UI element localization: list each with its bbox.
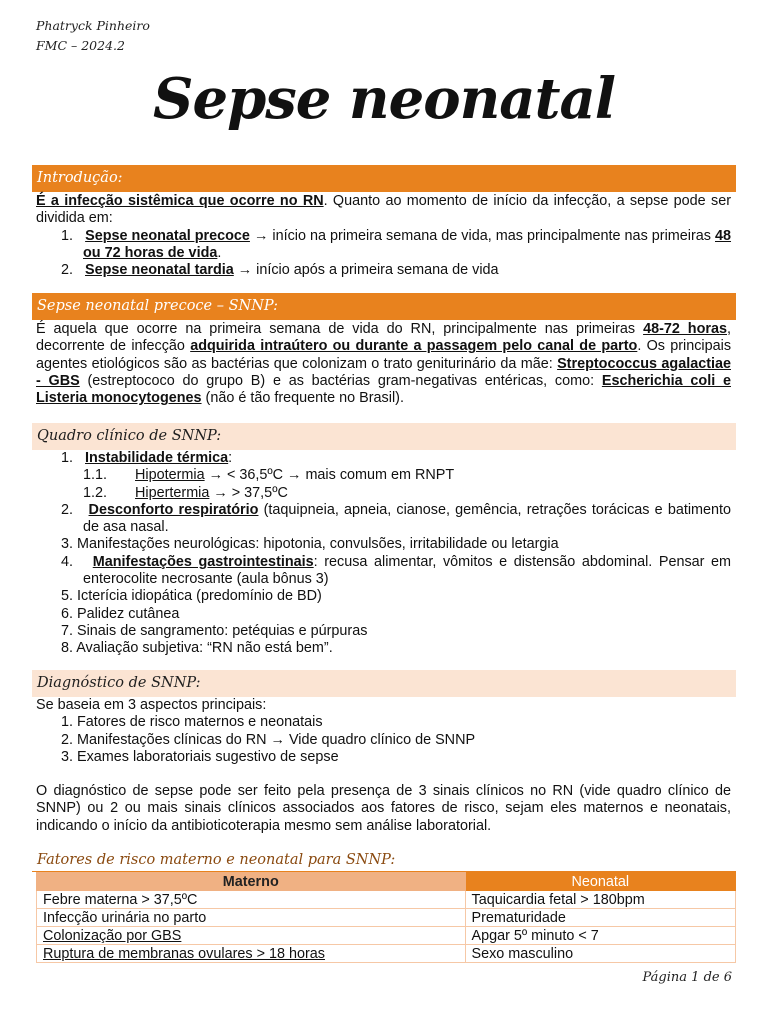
cell-neonatal: Prematuridade: [465, 909, 736, 927]
diagnostico-text: Se baseia em 3 aspectos principais: 1. Fatores de risco maternos e neonatais 2. Manifestações clínicas do RN → Vide quadro clínico de SNNP 3. Exames laboratoriais sugestivo de sepse O diagnóstico de sepse pode ser feito pela presença de 3 sinais clínicos no RN (vide quadro clínico de SNNP) ou 2 ou mais sinais clínicos associados aos fatores de risco, sejam eles maternos e neonatais, indicando o início da antibioticoterapia mesmo sem análise laboratorial.: [36, 697, 731, 834]
quadro-list: [36, 450, 731, 658]
intro-rest: . Quanto ao momento de início da infecção, a sepse pode ser dividida em:: [36, 193, 731, 227]
section-heading-fatores: Fatores de risco materno e neonatal para SNNP:: [32, 850, 736, 872]
list-item: 4. Manifestações gastrointestinais: recusa alimentar, vômitos e distensão abdominal. Pensar em enterocolite necrosante (aula bônus 3): [61, 553, 732, 588]
list-item: 1. Instabilidade térmica:: [61, 450, 233, 466]
section-heading-diagnostico: Diagnóstico de SNNP:: [32, 670, 736, 697]
list-item: 8. Avaliação subjetiva: “RN não está bem”.: [61, 640, 333, 657]
col-header-materno: Materno: [37, 873, 466, 891]
list-item: 5. Icterícia idiopática (predomínio de BD): [61, 588, 322, 605]
list-item: 1. Fatores de risco maternos e neonatais: [61, 714, 323, 731]
table-row: [37, 909, 736, 927]
list-subitem: 1.2. Hipertermia → > 37,5ºC: [83, 484, 288, 501]
cell-neonatal: Sexo masculino: [465, 945, 736, 963]
list-item: 2. Sepse neonatal tardia → início após a primeira semana de vida: [61, 262, 499, 279]
list-item: 2. Desconforto respiratório (taquipneia, apneia, cianose, gemência, retrações torácicas e batimento de asa nasal.: [61, 501, 732, 536]
cell-neonatal: Taquicardia fetal > 180bpm: [465, 891, 736, 909]
risk-factors-table: [36, 872, 736, 963]
intro-text: [36, 193, 731, 279]
section-heading-quadro: Quadro clínico de SNNP:: [32, 423, 736, 450]
page-title: Sepse neonatal: [153, 66, 615, 132]
section-heading-intro: Introdução:: [32, 165, 736, 192]
list-item: 2. Manifestações clínicas do RN → Vide quadro clínico de SNNP: [61, 731, 476, 748]
course-label: FMC – 2024.2: [36, 38, 125, 53]
author-header: [36, 16, 150, 56]
intro-bold: É a infecção sistêmica que ocorre no RN: [36, 193, 324, 209]
list-item: 1. Sepse neonatal precoce → início na primeira semana de vida, mas principalmente nas primeiras 48 ou 72 horas de vida.: [61, 227, 732, 261]
table-row: [37, 927, 736, 945]
table-row: [37, 891, 736, 909]
table-header-row: [37, 873, 736, 891]
author-name: Phatryck Pinheiro: [36, 18, 150, 33]
list-item: 3. Exames laboratoriais sugestivo de sepse: [61, 748, 339, 765]
table-row: [37, 945, 736, 963]
cell-materno: Ruptura de membranas ovulares > 18 horas: [37, 945, 466, 963]
diagnostico-paragraph: O diagnóstico de sepse pode ser feito pela presença de 3 sinais clínicos no RN (vide quadro clínico de SNNP) ou 2 ou mais sinais clínicos associados aos fatores de risco, sejam eles maternos e neonatais, indicando o início da antibioticoterapia mesmo sem análise laboratorial.: [36, 783, 731, 834]
cell-neonatal: Apgar 5º minuto < 7: [465, 927, 736, 945]
list-subitem: 1.1. Hipotermia → < 36,5ºC → mais comum em RNPT: [83, 467, 455, 484]
cell-materno: Colonização por GBS: [37, 927, 466, 945]
list-item: 3. Manifestações neurológicas: hipotonia, convulsões, irritabilidade ou letargia: [61, 536, 559, 553]
list-item: 6. Palidez cutânea: [61, 605, 180, 622]
cell-materno: Febre materna > 37,5ºC: [37, 891, 466, 909]
section-heading-precoce: Sepse neonatal precoce – SNNP:: [32, 293, 736, 320]
list-item: 7. Sinais de sangramento: petéquias e púrpuras: [61, 622, 368, 639]
precoce-text: É aquela que ocorre na primeira semana de vida do RN, principalmente nas primeiras 48-72 horas, decorrente de infecção adquirida intraútero ou durante a passagem pelo canal de parto. Os principais agentes etiológicos são as bactérias que colonizam o trato geniturinário da mãe: Streptococcus agalactiae - GBS (estreptococo do grupo B) e as bactérias gram-negativas entéricas, como: Escherichia coli e Listeria monocytogenes (não é tão frequente no Brasil).: [36, 321, 732, 407]
page-number: Página 1 de 6: [642, 970, 732, 985]
cell-materno: Infecção urinária no parto: [37, 909, 466, 927]
col-header-neonatal: Neonatal: [465, 873, 736, 891]
